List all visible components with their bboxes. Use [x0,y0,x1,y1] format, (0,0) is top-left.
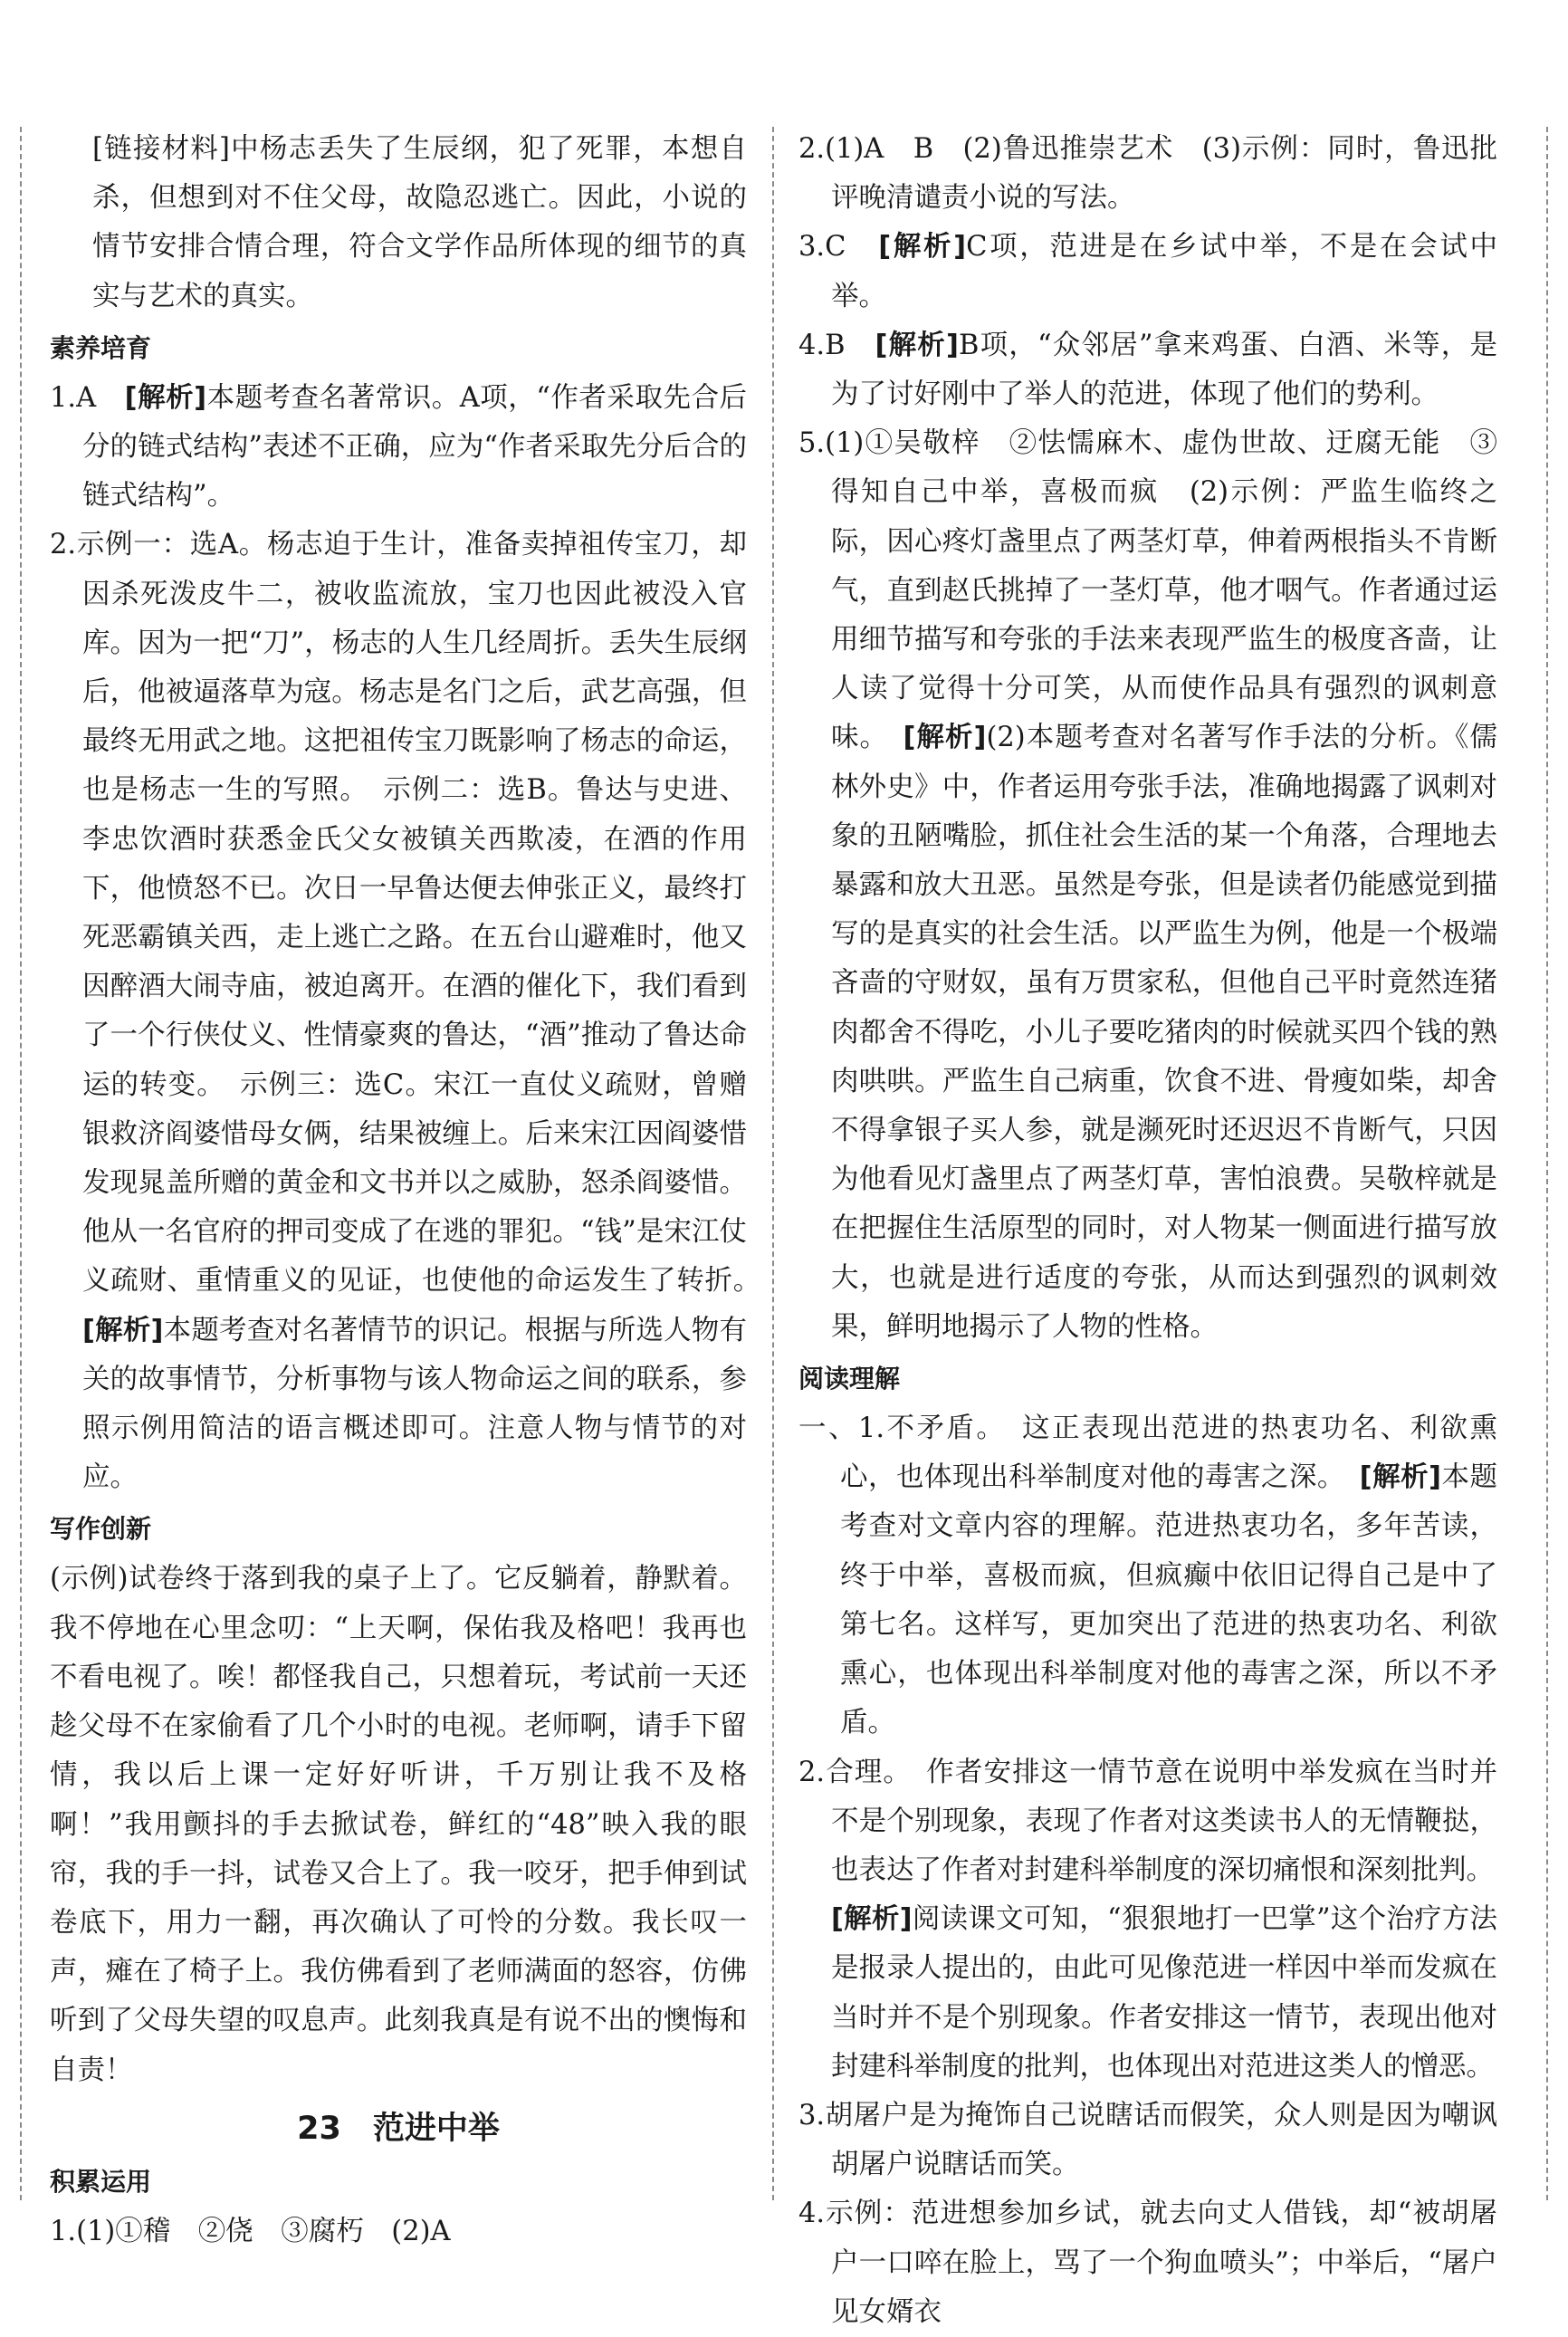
answer-item [798,321,1497,419]
item-text: B项，“众邻居”拿来鸡蛋、白酒、米等，是为了讨好刚中了举人的范进，体现了他们的势利。 [831,329,1497,411]
sample-essay: (示例)试卷终于落到我的桌子上了。它反躺着，静默着。我不停地在心里念叨：“上天啊，保佑我及格吧！我再也不看电视了。唉！都怪我自己，只想着玩，考试前一天还趁父母不在家偷看了几个小时的电视。老师啊，请手下留情，我以后上课一定好好听讲，千万别让我不及格啊！”我用颤抖的手去掀试卷，鲜红的“48”映入我的眼帘，我的手一抖，试卷又合上了。我一咬牙，把手伸到试卷底下，用力一翻，再次确认了可怜的分数。我长叹一声，瘫在了椅子上。我仿佛看到了老师满面的怒容，仿佛听到了父母失望的叹息声。此刻我真是有说不出的懊悔和自责！ [50,1563,747,2086]
right-margin-line [1546,127,1548,2200]
left-column [50,125,775,2256]
column-divider [772,127,774,2200]
item-text: 本题考查名著常识。A项，“作者采取先合后分的链式结构”表述不正确，应为“作者采取先分后合的链式结构”。 [82,381,747,512]
analysis-tag: [解析] [82,1314,164,1346]
answer-item [50,521,775,1502]
answer-item: 3.胡屠户是为掩饰自己说瞎话而假笑，众人则是因为嘲讽胡屠户说瞎话而笑。 [798,2099,1497,2181]
item-text: 阅读课文可知，“狠狠地打一巴掌”这个治疗方法是报录人提出的，由此可见像范进一样因中举而发疯在当时并不是个别现象。作者安排这一情节，表现出他对封建科举制度的批判，也体现出对范进这类人的憎恶。 [831,1903,1497,2083]
answer-item [798,1404,1497,1748]
analysis-tag: [解析] [903,722,987,754]
answer-item [798,419,1497,1352]
analysis-tag: [解析] [875,329,959,361]
answer-item: 2.(1)A B (2)鲁迅推崇艺术 (3)示例：同时，鲁迅批评晚清谴责小说的写法。 [798,133,1497,215]
answer-item: 4.示例：范进想参加乡试，就去向丈人借钱，却“被胡屠户一口啐在脸上，骂了一个狗血喷头”；中举后，“屠户见女婿衣 [798,2198,1497,2328]
left-margin-line [20,127,22,2200]
item-number: 3.C [798,231,846,263]
section-heading-xiezuo: 写作创新 [50,1514,152,1545]
analysis-tag: [解析] [124,381,207,414]
item-text: C项，范进是在乡试中举，不是在会试中举。 [831,231,1498,312]
answer-item [798,223,1497,321]
answer-item: 1.(1)①稽 ②侥 ③腐朽 (2)A [50,2215,451,2247]
continued-paragraph: [链接材料]中杨志丢失了生辰纲，犯了死罪，本想自杀，但想到对不住父母，故隐忍逃亡。因此，小说的情节安排合情合理，符合文学作品所体现的细节的真实与艺术的真实。 [92,133,747,312]
section-heading-suyang: 素养培育 [50,332,152,363]
analysis-tag: [解析] [878,231,967,263]
item-text: (2)本题考查对名著写作手法的分析。《儒林外史》中，作者运用夸张手法，准确地揭露了讽刺对象的丑陋嘴脸，抓住社会生活的某一个角落，合理地去暴露和放大丑恶。虽然是夸张，但是读者仍能感觉到描写的是真实的社会生活。以严监生为例，他是一个极端吝啬的守财奴，虽有万贯家私，但他自己平时竟然连猪肉都舍不得吃，小儿子要吃猪肉的时候就买四个钱的熟肉哄哄。严监生自己病重，饮食不进、骨瘦如柴，却舍不得拿银子买人参，就是濒死时还迟迟不肯断气，只因为他看见灯盏里点了两茎灯草，害怕浪费。吴敬梓就是在把握住生活原型的同时，对人物某一侧面进行描写放大，也就是进行适度的夸张，从而达到强烈的讽刺效果，鲜明地揭示了人物的性格。 [831,722,1497,1343]
item-number: 4.B [798,329,846,361]
item-text: 5.(1)①吴敬梓 ②怯懦麻木、虚伪世故、迂腐无能 ③得知自己中举，喜极而疯 (2)示例：严监生临终之际，因心疼灯盏里点了两茎灯草，伸着两根指头不肯断气，直到赵氏挑掉了一茎灯草，他才咽气。作者通过运用细节描写和夸张的手法来表现严监生的极度吝啬，让人读了觉得十分可笑，从而使作品具有强烈的讽刺意味。 [798,427,1497,754]
lesson-title: 23 范进中举 [297,2110,500,2147]
answer-item: 2.合理。 作者安排这一情节意在说明中举发疯在当时并不是个别现象，表现了作者对这类读书人的无情鞭挞，也表达了作者对封建科举制度的深切痛恨和深刻批判。 [798,1756,1497,1886]
section-heading-yuedu: 阅读理解 [798,1364,901,1394]
right-column [798,125,1497,2337]
analysis-tag: [解析] [831,1903,913,1936]
item-text: 一、1.不矛盾。 这正表现出范进的热衷功名、利欲熏心，也体现出科举制度对他的毒害之深。 [798,1413,1497,1494]
item-text: 本题考查对文章内容的理解。范进热衷功名，多年苦读，终于中举，喜极而疯，但疯癫中依旧记得自己是中了第七名。这样写，更加突出了范进的热衷功名、利欲熏心，也体现出科举制度对他的毒害之深，所以不矛盾。 [840,1461,1498,1739]
answer-item [50,374,747,522]
answer-analysis [798,1895,1497,2092]
item-text: 本题考查对名著情节的识记。根据与所选人物有关的故事情节，分析事物与该人物命运之间的联系，参照示例用简洁的语言概述即可。注意人物与情节的对应。 [82,1314,748,1494]
section-heading-jilei: 积累运用 [50,2166,152,2197]
analysis-tag: [解析] [1359,1461,1442,1494]
item-number: 1.A [50,381,97,414]
item-text: 2.示例一：选A。杨志迫于生计，准备卖掉祖传宝刀，却因杀死泼皮牛二，被收监流放，宝刀也因此被没入官库。因为一把“刀”，杨志的人生几经周折。丢失生辰纲后，他被逼落草为寇。杨志是名门之后，武艺高强，但最终无用武之地。这把祖传宝刀既影响了杨志的命运，也是杨志一生的写照。 示例二：选B。鲁达与史进、李忠饮酒时获悉金氏父女被镇关西欺凌，在酒的作用下，他愤怒不已。次日一早鲁达便去伸张正义，最终打死恶霸镇关西，走上逃亡之路。在五台山避难时，他又因醉酒大闹寺庙，被迫离开。在酒的催化下，我们看到了一个行侠仗义、性情豪爽的鲁达，“酒”推动了鲁达命运的转变。 示例三：选C。宋江一直仗义疏财，曾赠银救济阎婆惜母女俩，结果被缠上。后来宋江因阎婆惜发现晁盖所赠的黄金和文书并以之威胁，怒杀阎婆惜。他从一名官府的押司变成了在逃的罪犯。“钱”是宋江仗义疏财、重情重义的见证，也使他的命运发生了转折。 [50,529,775,1298]
